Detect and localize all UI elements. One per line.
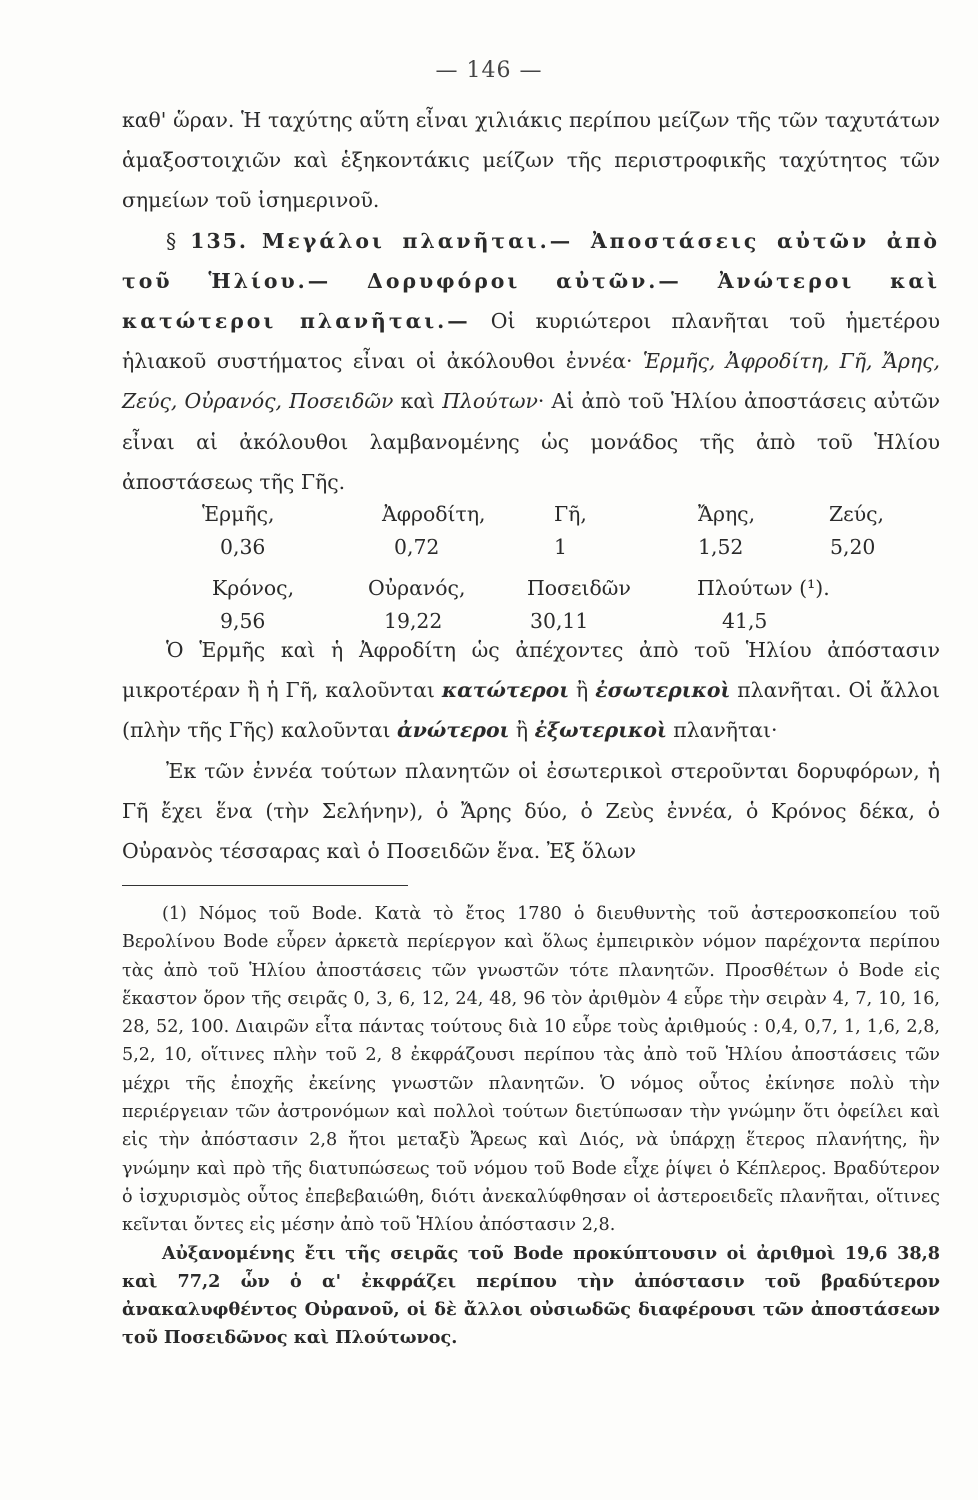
- table-cell: 1: [554, 535, 567, 559]
- footnote-paragraph-2: Αὐξανομένης ἔτι τῆς σειρᾶς τοῦ Bode προκύπτουσιν οἱ ἀριθμοὶ 19,6 38,8 καὶ 77,2 ὧν ὁ α' ἐκφράζει περίπου τὴν ἀπόστασιν τοῦ βραδύτερον ἀνακαλυφθέντος Οὐρανοῦ, οἱ δὲ ἄλλοι οὐσιωδῶς διαφέρουσι τῶν ἀποστάσεων τοῦ Ποσειδῶνος καὶ Πλούτωνος.: [122, 1242, 940, 1349]
- planets-list: Ἑρμῆς, Ἀφροδίτη, Γῆ, Ἄρης, Ζεύς, Οὐρανός, Ποσειδῶν: [122, 349, 940, 414]
- text-run: πλανῆται. Οἱ ἄλλοι (πλὴν τῆς Γῆς) καλοῦνται: [122, 678, 940, 743]
- section-after: · Αἱ ἀπὸ τοῦ Ἡλίου ἀποστάσεις αὐτῶν εἶναι αἱ ἀκόλουθοι λαμβανομένης ὡς μονάδος τῆς ἀπὸ τοῦ Ἡλίου ἀποστάσεως τῆς Γῆς.: [122, 389, 940, 494]
- section-intro: Οἱ κυριώτεροι πλανῆται τοῦ ἡμετέρου ἡλιακοῦ συστήματος εἶναι οἱ ἀκόλουθοι ἐννέα·: [122, 309, 940, 374]
- text-run: πλανῆται·: [666, 718, 778, 743]
- section-symbol: §: [166, 228, 177, 253]
- table-cell: Ἄρης,: [698, 502, 756, 526]
- table-cell: 5,20: [830, 535, 876, 559]
- paragraph-inner-outer: [122, 630, 940, 751]
- text-run: ἢ: [569, 678, 596, 703]
- table-cell: Γῆ,: [554, 502, 587, 526]
- table-row-names-2: [122, 576, 940, 609]
- table-cell: Κρόνος,: [212, 576, 295, 600]
- pluto-name: Πλούτων: [442, 389, 538, 414]
- table-cell: Πλούτων (¹).: [697, 576, 830, 600]
- table-cell: 9,56: [220, 609, 266, 633]
- table-cell: 19,22: [384, 609, 443, 633]
- text-run: Ὁ Ἑρμῆς καὶ ἡ Ἀφροδίτη ὡς ἀπέχοντες ἀπὸ τοῦ Ἡλίου ἀπόστασιν μικροτέραν ἢ ἡ Γῆ, καλοῦνται: [122, 638, 940, 703]
- term-outer: ἐξωτερικοὶ: [534, 718, 667, 743]
- section-number: 135.: [190, 228, 248, 253]
- table-row-values-1: [122, 535, 940, 568]
- table-cell: Οὐρανός,: [368, 576, 466, 600]
- text-run: ἢ: [509, 718, 535, 743]
- footnote-bode: [122, 900, 940, 1353]
- table-cell: 41,5: [722, 609, 768, 633]
- paragraph-velocity: καθ' ὥραν. Ἡ ταχύτης αὕτη εἶναι χιλιάκις περίπου μείζων τῆς τῶν ταχυτάτων ἁμαξοστοιχιῶν καὶ ἑξηκοντάκις μείζων τῆς περιστροφικῆς ταχύτητος τῶν σημείων τοῦ ἰσημερινοῦ.: [122, 108, 940, 213]
- main-text-top: [122, 100, 940, 502]
- main-text-bottom: [122, 630, 940, 871]
- page-number: — 146 —: [435, 58, 543, 83]
- table-row-names-1: [122, 502, 940, 535]
- section-135: [122, 221, 940, 502]
- paragraph-satellites: Ἐκ τῶν ἐννέα τούτων πλανητῶν οἱ ἐσωτερικοὶ στεροῦνται δορυφόρων, ἡ Γῆ ἔχει ἕνα (τὴν Σελήνην), ὁ Ἄρης δύο, ὁ Ζεὺς ἐννέα, ὁ Κρόνος δέκα, ὁ Οὐρανὸς τέσσαρας καὶ ὁ Ποσειδῶν ἕνα. Ἐξ ὅλων: [122, 758, 940, 864]
- footnote-paragraph-1: (1) Νόμος τοῦ Bode. Κατὰ τὸ ἔτος 1780 ὁ διευθυντὴς τοῦ ἀστεροσκοπείου τοῦ Βερολίνου Bode εὗρεν ἀρκετὰ περίεργον καὶ ὅλως ἐμπειρικὸν νόμον παρέχοντα περίπου τὰς ἀπὸ τοῦ Ἡλίου ἀποστάσεις τῶν γνωστῶν τότε πλανητῶν. Προσθέτων ὁ Bode εἰς ἕκαστον ὅρον τῆς σειρᾶς 0, 3, 6, 12, 24, 48, 96 τὸν ἀριθμὸν 4 εὗρε τὴν σειρὰν 4, 7, 10, 16, 28, 52, 100. Διαιρῶν εἶτα πάντας τούτους διὰ 10 εὗρε τοὺς ἀριθμούς : 0,4, 0,7, 1, 1,6, 2,8, 5,2, 10, οἵτινες πλὴν τοῦ 2, 8 ἐκφράζουσι περίπου τὰς ἀπὸ τοῦ Ἡλίου ἀποστάσεις τῶν μέχρι τῆς ἐποχῆς ἐκείνης γνωστῶν πλανητῶν. Ὁ νόμος οὗτος ἐκίνησε πολὺ τὴν περιέργειαν τῶν ἀστρονόμων καὶ πολλοὶ τούτων διετύπωσαν τὴν γνώμην ὅτι ὀφείλει καὶ εἰς τὴν ἀπόστασιν 2,8 ἤτοι μεταξὺ Ἄρεως καὶ Διός, νὰ ὑπάρχῃ ἕτερος πλανήτης, ἣν γνώμην καὶ πρὸ τῆς διατυπώσεως τοῦ νόμου τοῦ Bode εἶχε ῥίψει ὁ Κέπλερος. Βραδύτερον ὁ ἰσχυρισμὸς οὗτος ἐπεβεβαιώθη, διότι ἀνεκαλύφθησαν οἱ ἀστεροειδεῖς πλανῆται, οἵτινες κεῖνται ὄντες εἰς μέσην ἀπὸ τοῦ Ἡλίου ἀπόστασιν 2,8.: [122, 904, 940, 1236]
- distance-table: [122, 502, 940, 642]
- term-superior: ἀνώτεροι: [397, 718, 510, 743]
- table-cell: Ποσειδῶν: [527, 576, 631, 600]
- table-cell: 0,72: [394, 535, 440, 559]
- table-cell: 0,36: [220, 535, 266, 559]
- and-word: καὶ: [393, 389, 443, 414]
- table-cell: Ἀφροδίτη,: [382, 502, 486, 526]
- table-cell: 30,11: [530, 609, 589, 633]
- section-title: Μεγάλοι πλανῆται.— Ἀποστάσεις αὐτῶν ἀπὸ τοῦ Ἡλίου.— Δορυφόροι αὐτῶν.— Ἀνώτεροι καὶ κατώτεροι πλανῆται.—: [122, 228, 940, 334]
- table-cell: Ἑρμῆς,: [202, 502, 275, 526]
- table-cell: 1,52: [698, 535, 744, 559]
- term-inner: ἐσωτερικοὶ: [595, 678, 731, 703]
- footnote-divider: [122, 885, 408, 886]
- term-inferior: κατώτεροι: [441, 678, 570, 703]
- table-cell: Ζεύς,: [829, 502, 885, 526]
